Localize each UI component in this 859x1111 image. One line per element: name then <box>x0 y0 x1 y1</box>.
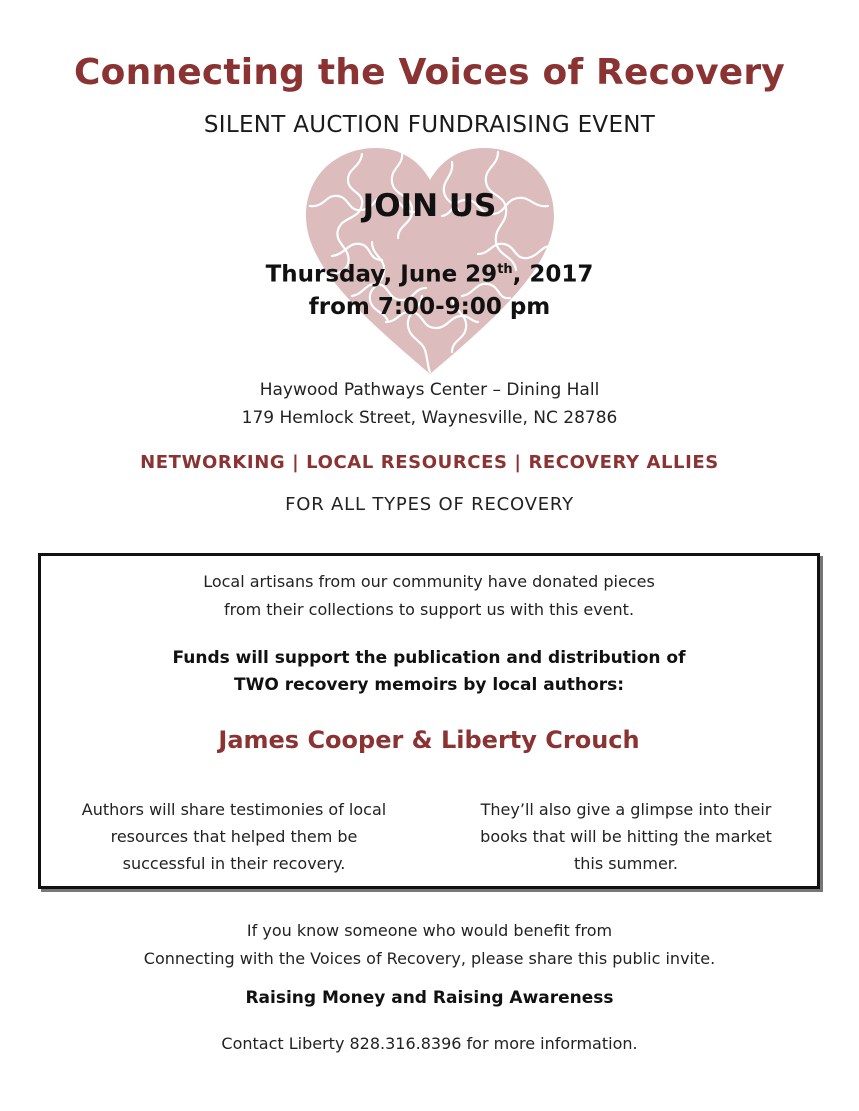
event-subtitle: SILENT AUCTION FUNDRAISING EVENT <box>203 112 656 138</box>
book-glimpse-text <box>441 796 811 877</box>
funds-note <box>41 645 817 699</box>
event-time: from 7:00-9:00 pm <box>308 293 551 320</box>
venue-block <box>0 376 859 432</box>
donation-note-line: from their collections to support us with this event. <box>223 600 635 619</box>
contact-info: Contact Liberty 828.316.8396 for more information. <box>221 1034 638 1053</box>
event-tagline: NETWORKING | LOCAL RESOURCES | RECOVERY ALLIES <box>140 452 719 473</box>
event-date-day: Thursday, June 29 <box>265 261 498 288</box>
author-names: James Cooper & Liberty Crouch <box>218 726 640 754</box>
funds-note-line: Funds will support the publication and distribution of <box>172 648 686 668</box>
donation-note <box>41 568 817 624</box>
text-line: They’ll also give a glimpse into their <box>480 800 772 819</box>
raising-awareness-heading: Raising Money and Raising Awareness <box>245 988 614 1008</box>
share-note-line: Connecting with the Voices of Recovery, please share this public invite. <box>143 949 716 968</box>
event-date-year: , 2017 <box>512 261 594 288</box>
event-title: Connecting the Voices of Recovery <box>74 52 785 93</box>
share-invite-note <box>0 917 859 973</box>
event-date-time <box>0 254 859 323</box>
recovery-types: FOR ALL TYPES OF RECOVERY <box>285 494 574 515</box>
funds-note-line: TWO recovery memoirs by local authors: <box>233 675 625 695</box>
text-line: resources that helped them be <box>110 827 358 846</box>
event-date-ordinal: th <box>497 262 513 277</box>
text-line: this summer. <box>574 854 678 873</box>
authors-testimonies-text <box>49 796 419 877</box>
text-line: successful in their recovery. <box>122 854 346 873</box>
details-box <box>38 553 820 889</box>
text-line: books that will be hitting the market <box>480 827 772 846</box>
text-line: Authors will share testimonies of local <box>81 800 387 819</box>
venue-name: Haywood Pathways Center – Dining Hall <box>259 380 600 400</box>
share-note-line: If you know someone who would benefit from <box>246 921 613 940</box>
join-us-heading: JOIN US <box>362 188 497 224</box>
donation-note-line: Local artisans from our community have donated pieces <box>203 572 655 591</box>
event-date <box>0 254 859 291</box>
venue-address: 179 Hemlock Street, Waynesville, NC 28786 <box>241 408 618 428</box>
